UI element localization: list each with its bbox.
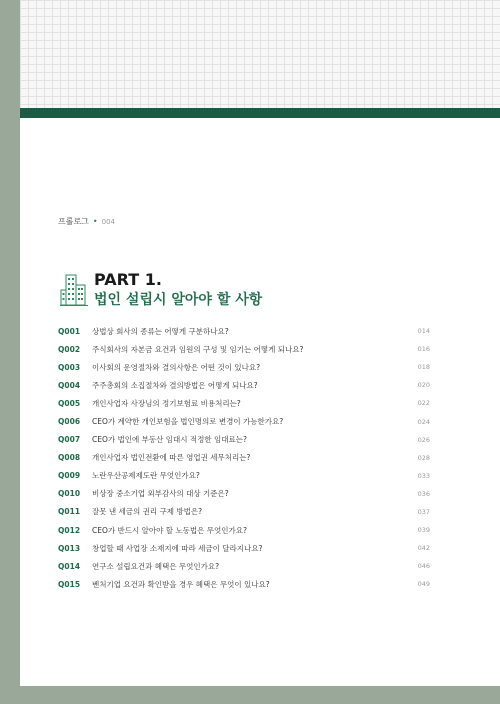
page-number: 033 [417, 471, 430, 480]
question-title: CEO가 반드시 알아야 할 노동법은 무엇인가요? [92, 525, 247, 535]
question-number: Q009 [58, 471, 81, 481]
toc-item[interactable] [58, 539, 430, 557]
page-number: 028 [417, 453, 430, 462]
question-number: Q015 [58, 579, 81, 589]
page-number: 046 [417, 562, 430, 571]
question-title: 벤처기업 요건과 확인받을 경우 혜택은 무엇이 있나요? [92, 579, 270, 589]
prologue-entry[interactable] [58, 216, 115, 227]
question-number: Q006 [58, 417, 81, 427]
prologue-label: 프롤로그 [58, 217, 89, 226]
question-title: 창업할 때 사업장 소재지에 따라 세금이 달라지나요? [92, 543, 263, 553]
page-number: 014 [417, 327, 430, 336]
page-number: 042 [417, 544, 430, 553]
page-number: 036 [417, 489, 430, 498]
toc-item[interactable] [58, 503, 430, 521]
page-number: 049 [417, 580, 430, 589]
question-number: Q002 [58, 344, 81, 354]
question-title: 잘못 낸 세금의 권리 구제 방법은? [92, 507, 203, 517]
part-title: PART 1. [94, 270, 162, 289]
buildings-icon [60, 272, 88, 306]
toc-item[interactable] [58, 431, 430, 449]
toc-item[interactable] [58, 394, 430, 412]
toc-item[interactable] [58, 322, 430, 340]
toc-item[interactable] [58, 557, 430, 575]
toc-item[interactable] [58, 412, 430, 430]
question-title: 개인사업자 사장님의 정기보험료 비용처리는? [92, 398, 241, 408]
grid-header [20, 0, 500, 108]
toc-item[interactable] [58, 376, 430, 394]
page [20, 0, 500, 686]
question-title: 주식회사의 자본금 요건과 임원의 구성 및 임기는 어떻게 되나요? [92, 344, 304, 354]
question-title: 주주총회의 소집절차와 결의방법은 어떻게 되나요? [92, 380, 258, 390]
question-number: Q008 [58, 453, 81, 463]
question-number: Q010 [58, 489, 81, 499]
question-title: 비상장 중소기업 외부감사의 대상 기준은? [92, 489, 229, 499]
page-number: 016 [417, 345, 430, 354]
toc-item[interactable] [58, 449, 430, 467]
question-title: 연구소 설립요건과 혜택은 무엇인가요? [92, 561, 220, 571]
question-title: CEO가 법인에 부동산 임대시 적정한 임대료는? [92, 435, 247, 445]
header-band [20, 108, 500, 118]
toc-item[interactable] [58, 575, 430, 593]
question-number: Q011 [58, 507, 81, 517]
question-number: Q005 [58, 398, 81, 408]
prologue-page: 004 [101, 218, 116, 226]
page-number: 024 [417, 417, 430, 426]
toc-item[interactable] [58, 340, 430, 358]
question-number: Q013 [58, 543, 81, 553]
page-number: 020 [417, 381, 430, 390]
question-title: 노란우산공제제도란 무엇인가요? [92, 471, 200, 481]
toc-item[interactable] [58, 358, 430, 376]
bullet-icon: • [92, 217, 98, 226]
table-of-contents [58, 322, 430, 593]
page-number: 018 [417, 363, 430, 372]
question-number: Q001 [58, 326, 81, 336]
question-number: Q012 [58, 525, 81, 535]
question-title: 이사회의 운영절차와 결의사항은 어떤 것이 있나요? [92, 362, 261, 372]
toc-item[interactable] [58, 485, 430, 503]
question-number: Q014 [58, 561, 81, 571]
page-number: 026 [417, 435, 430, 444]
page-number: 037 [417, 507, 430, 516]
question-title: 상법상 회사의 종류는 어떻게 구분하나요? [92, 326, 229, 336]
page-number: 039 [417, 526, 430, 535]
question-title: CEO가 계약한 개인보험을 법인명의로 변경이 가능한가요? [92, 417, 284, 427]
question-number: Q004 [58, 380, 81, 390]
question-title: 개인사업자 법인전환에 따른 영업권 세무처리는? [92, 453, 251, 463]
question-number: Q003 [58, 362, 81, 372]
toc-item[interactable] [58, 521, 430, 539]
part-subtitle: 법인 설립시 알아야 할 사항 [94, 292, 263, 308]
toc-item[interactable] [58, 467, 430, 485]
page-number: 022 [417, 399, 430, 408]
question-number: Q007 [58, 435, 81, 445]
